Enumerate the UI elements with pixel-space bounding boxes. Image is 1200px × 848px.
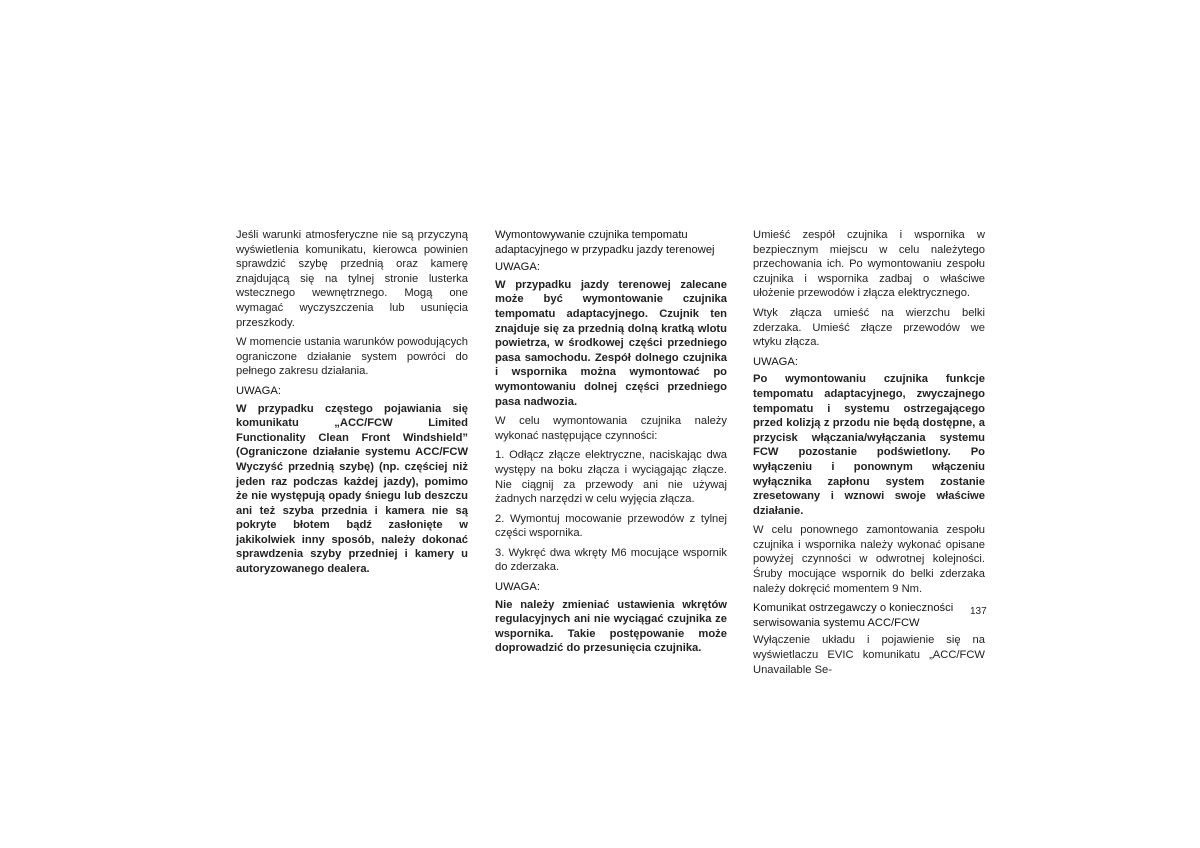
column-1 — [236, 228, 468, 582]
note-label: UWAGA: — [753, 355, 798, 368]
note-label: UWAGA: — [495, 581, 540, 594]
warning-text: W przypadku częstego pojawiania się komunikatu „ACC/FCW Limited Functionality Clean Front Windshield” (Ograniczone działanie systemu ACC/FCW Wyczyść przednią szybę) (np. częściej niż jeden raz podczas każdej jazdy), pomimo że nie występują opady śniegu lub deszczu ani też szyba przednia i kamera nie są pokryte błotem bądź zasłonięte w jakikolwiek inny sposób, należy dokonać sprawdzenia szyby przedniej i kamery u autoryzowanego dealera. — [236, 402, 468, 576]
warning-text: Po wymontowaniu czujnika funkcje tempomatu adaptacyjnego, zwyczajnego tempomatu i systemu ostrzegającego przed kolizją z przodu nie będą dostępne, a przycisk włączania/wyłączania systemu FCW pozostanie podświetlony. Po wyłączeniu i ponownym włączeniu wyłącznika zapłonu system zostanie zresetowany i wznowi swoje właściwe działanie. — [753, 373, 985, 517]
paragraph: Wtyk złącza umieść na wierzchu belki zderzaka. Umieść złącze przewodów we wtyku złącza. — [753, 306, 985, 349]
step-item: 1. Odłącz złącze elektryczne, naciskając dwa występy na boku złącza i wyciągając złącze. Nie ciągnij za przewody ani nie używaj żadnych narzędzi w celu wyjęcia złącza. — [495, 449, 727, 506]
note-label: UWAGA: — [236, 384, 281, 397]
column-2 — [495, 228, 727, 661]
paragraph: W celu ponownego zamontowania zespołu czujnika i wspornika należy wykonać opisane powyżej czynności w odwrotnej kolejności. Śruby mocujące wspornik do belki zderzaka należy dokręcić momentem 9 Nm. — [753, 524, 985, 595]
paragraph: Jeśli warunki atmosferyczne nie są przyczyną wyświetlenia komunikatu, kierowca powinien sprawdzić szybę przednią oraz kamerę znajdującą się na tylnej stronie lusterka wstecznego wewnętrznego. Mogą one wymagać wyczyszczenia lub usunięcia przeszkody. — [236, 229, 468, 329]
note-label: UWAGA: — [495, 261, 540, 274]
column-3 — [753, 228, 985, 682]
paragraph: Wyłączenie układu i pojawienie się na wyświetlaczu EVIC komunikatu „ACC/FCW Unavailable Se- — [753, 634, 985, 676]
paragraph: W celu wymontowania czujnika należy wykonać następujące czynności: — [495, 415, 727, 442]
step-item: 3. Wykręć dwa wkręty M6 mocujące wspornik do zderzaka. — [495, 546, 727, 574]
warning-text: W przypadku jazdy terenowej zalecane może być wymontowanie czujnika tempomatu adaptacyjnego. Czujnik ten znajduje się za przednią dolną kratką wlotu powietrza, w środkowej części przedniego pasa samochodu. Zespół dolnego czujnika i wspornika można wymontować po wymontowaniu dolnej części przedniego pasa nadwozia. — [495, 278, 727, 408]
paragraph: Umieść zespół czujnika i wspornika w bezpiecznym miejscu w celu należytego przechowania ich. Po wymontowaniu zespołu czujnika i wspornika zadbaj o właściwe ułożenie przewodów i złącza elektrycznego. — [753, 229, 985, 300]
paragraph: W momencie ustania warunków powodujących ograniczone działanie system powróci do pełnego zakresu działania. — [236, 336, 468, 378]
section-heading: Komunikat ostrzegawczy o konieczności serwisowania systemu ACC/FCW — [753, 602, 954, 629]
page-number: 137 — [970, 606, 987, 617]
step-item: 2. Wymontuj mocowanie przewodów z tylnej części wspornika. — [495, 512, 727, 540]
section-heading: Wymontowywanie czujnika tempomatu adaptacyjnego w przypadku jazdy terenowej — [495, 229, 715, 256]
warning-text: Nie należy zmieniać ustawienia wkrętów regulacyjnych ani nie wyciągać czujnika ze wspornika. Takie postępowanie może doprowadzić do przesunięcia czujnika. — [495, 598, 727, 655]
